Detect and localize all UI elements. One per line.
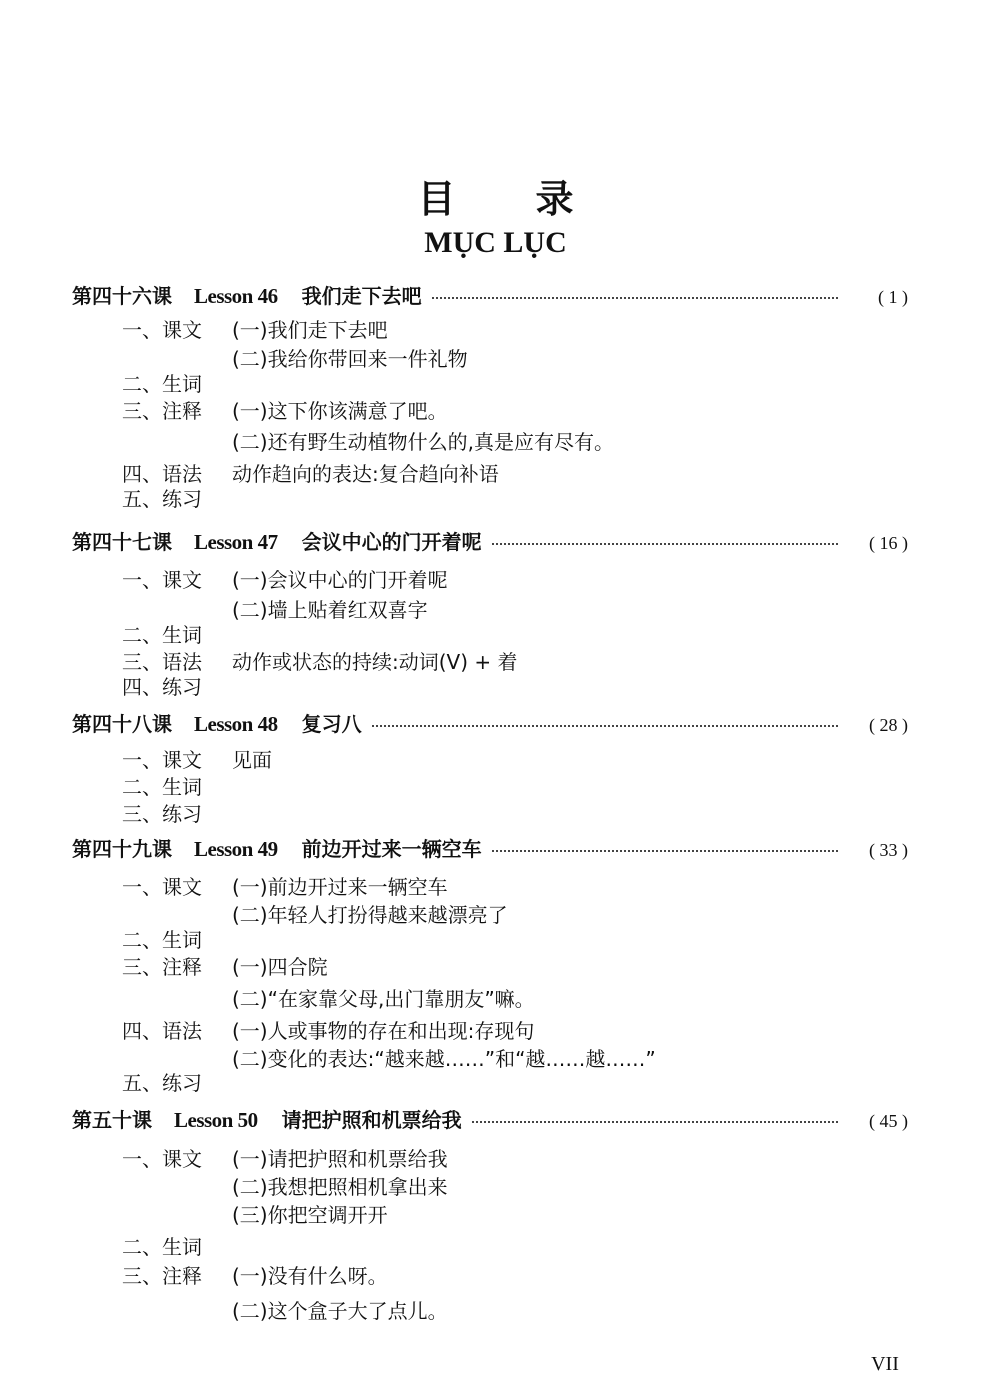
section-label: 四、练习 <box>122 675 202 699</box>
page-ref: ( 1 ) <box>878 287 908 307</box>
section-item: (一)前边开过来一辆空车 <box>232 875 448 899</box>
section-label: 四、语法 <box>122 462 202 486</box>
section-item: 动作或状态的持续:动词(V) + 着 <box>232 650 518 674</box>
section-item: (三)你把空调开开 <box>232 1203 388 1227</box>
dot-leader <box>372 725 838 727</box>
section-label: 一、课文 <box>122 318 202 342</box>
section-item: (二)我给你带回来一件礼物 <box>232 347 468 371</box>
dot-leader <box>492 543 838 545</box>
section-item: 见面 <box>232 748 272 772</box>
section-label: 五、练习 <box>122 1071 202 1095</box>
section-label: 一、课文 <box>122 748 202 772</box>
lesson-47-row[interactable] <box>72 526 908 556</box>
lesson-english: Lesson 50 <box>174 1108 258 1132</box>
lesson-english: Lesson 47 <box>194 530 278 554</box>
section-item: (一)会议中心的门开着呢 <box>232 568 448 592</box>
section-label: 二、生词 <box>122 775 202 799</box>
lesson-title: 复习八 <box>301 712 362 736</box>
lesson-number: 第四十九课 <box>72 837 172 861</box>
page-title: 目录 <box>417 177 654 221</box>
section-item: (一)这下你该满意了吧。 <box>232 399 448 423</box>
lesson-number: 第四十六课 <box>72 284 172 308</box>
lesson-title: 我们走下去吧 <box>301 284 422 308</box>
lesson-english: Lesson 46 <box>194 284 278 308</box>
section-label: 四、语法 <box>122 1019 202 1043</box>
section-item: (一)请把护照和机票给我 <box>232 1147 448 1171</box>
section-label: 三、注释 <box>122 1264 202 1288</box>
section-item: (二)我想把照相机拿出来 <box>232 1175 448 1199</box>
section-label: 五、练习 <box>122 487 202 511</box>
section-label: 三、语法 <box>122 650 202 674</box>
page-subtitle: MỤC LỤC <box>424 226 567 259</box>
lesson-49-row[interactable] <box>72 833 908 863</box>
section-item: (二)这个盒子大了点儿。 <box>232 1299 448 1323</box>
section-label: 一、课文 <box>122 875 202 899</box>
section-item: (一)人或事物的存在和出现:存现句 <box>232 1019 535 1043</box>
section-item: (一)四合院 <box>232 955 328 979</box>
section-label: 二、生词 <box>122 1235 202 1259</box>
section-label: 一、课文 <box>122 1147 202 1171</box>
page-ref: ( 16 ) <box>869 533 908 553</box>
page-ref: ( 28 ) <box>869 715 908 735</box>
dot-leader <box>472 1121 838 1123</box>
section-item: (一)我们走下去吧 <box>232 318 388 342</box>
section-item: (一)没有什么呀。 <box>232 1264 388 1288</box>
lesson-48-row[interactable] <box>72 708 908 738</box>
lesson-english: Lesson 49 <box>194 837 278 861</box>
lesson-number: 第四十七课 <box>72 530 172 554</box>
lesson-50-row[interactable] <box>72 1104 908 1134</box>
page-ref: ( 33 ) <box>869 840 908 860</box>
lesson-number: 第四十八课 <box>72 712 172 736</box>
lesson-number: 第五十课 <box>72 1108 152 1132</box>
section-label: 三、注释 <box>122 399 202 423</box>
section-item: (二)墙上贴着红双喜字 <box>232 598 428 622</box>
page-ref: ( 45 ) <box>869 1111 908 1131</box>
lesson-english: Lesson 48 <box>194 712 278 736</box>
dot-leader <box>432 297 838 299</box>
section-item: (二)“在家靠父母,出门靠朋友”嘛。 <box>232 987 535 1011</box>
lesson-46-row[interactable] <box>72 280 908 310</box>
section-item: (二)年轻人打扮得越来越漂亮了 <box>232 903 508 927</box>
section-item: (二)还有野生动植物什么的,真是应有尽有。 <box>232 430 614 454</box>
section-label: 二、生词 <box>122 928 202 952</box>
section-label: 二、生词 <box>122 372 202 396</box>
dot-leader <box>492 850 838 852</box>
lesson-title: 前边开过来一辆空车 <box>301 837 482 861</box>
lesson-title: 请把护照和机票给我 <box>281 1108 462 1132</box>
section-label: 三、练习 <box>122 802 202 826</box>
lesson-title: 会议中心的门开着呢 <box>301 530 482 554</box>
section-label: 二、生词 <box>122 623 202 647</box>
page-number: VII <box>871 1353 899 1375</box>
section-label: 一、课文 <box>122 568 202 592</box>
section-item: 动作趋向的表达:复合趋向补语 <box>232 462 499 486</box>
section-label: 三、注释 <box>122 955 202 979</box>
section-item: (二)变化的表达:“越来越……”和“越……越……” <box>232 1047 656 1071</box>
